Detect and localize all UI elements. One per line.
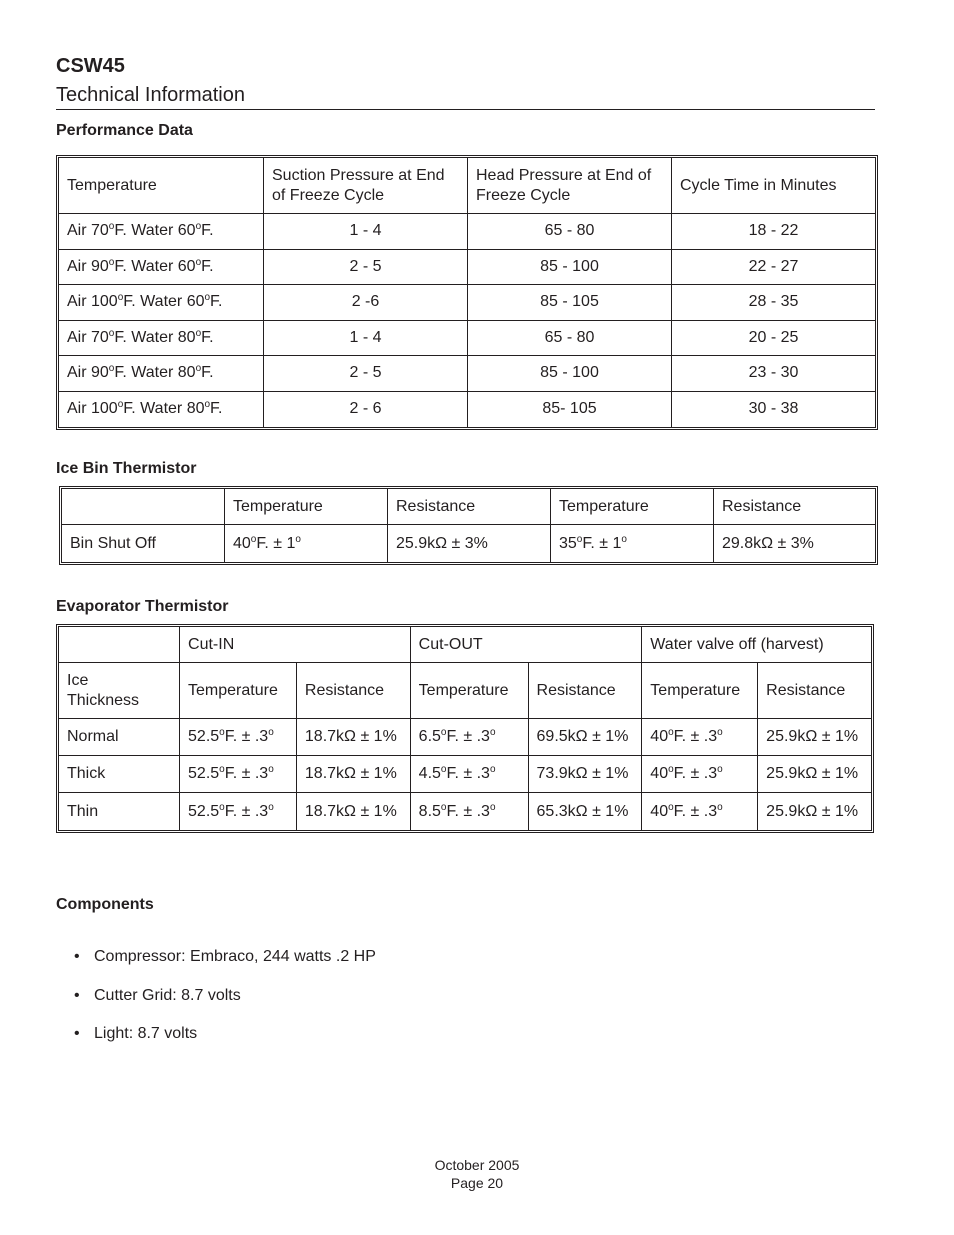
bin-temp: $35^oF$. ± 1$^o$ [551, 525, 714, 562]
bin-thermistor-table [59, 486, 878, 565]
list-item: • Cutter Grid: 8.7 volts [56, 979, 376, 1018]
perf-header-temperature: Temperature [59, 158, 264, 214]
table-row [62, 525, 875, 562]
evap-group-cut-out: Cut-OUT [411, 627, 643, 663]
evap-resistance: 69.5kΩ ± 1% [529, 719, 643, 756]
evap-temp: $52.5^oF$. ± .3$^o$ [180, 756, 297, 793]
bin-label: Bin Shut Off [62, 525, 225, 562]
table-row [59, 356, 875, 392]
bin-header-temperature: Temperature [225, 489, 388, 525]
model-title: CSW45 [56, 55, 125, 77]
bullet-icon: • [74, 986, 80, 1004]
evap-temp: $40^oF$. ± .3$^o$ [642, 793, 758, 830]
perf-suction: 2 - 5 [264, 356, 468, 392]
perf-condition: Air 90$^o$F. Water 80$^o$F. [59, 356, 264, 392]
footer-date: October 2005 [434, 1157, 520, 1173]
evap-subheader-resistance: Resistance [758, 663, 871, 719]
evap-temp: $4.5^oF$. ± .3$^o$ [411, 756, 529, 793]
evap-temp: $40^oF$. ± .3$^o$ [642, 719, 758, 756]
table-row [59, 392, 875, 428]
performance-heading: Performance Data [56, 122, 193, 139]
list-item: • Light: 8.7 volts [56, 1017, 376, 1056]
perf-condition: Air 90$^o$F. Water 60$^o$F. [59, 250, 264, 286]
evap-temp: $52.5^oF$. ± .3$^o$ [180, 793, 297, 830]
perf-cycle: 30 - 38 [748, 400, 799, 418]
evap-header-blank [59, 627, 180, 663]
evap-subheader-temperature: Temperature [180, 663, 297, 719]
perf-cycle: 18 - 22 [672, 214, 875, 250]
components-heading: Components [56, 896, 154, 913]
perf-head: 85 - 100 [468, 250, 672, 286]
bin-header-resistance: Resistance [714, 489, 875, 525]
perf-condition: Air 70$^o$F. Water 80$^o$F. [59, 321, 264, 357]
perf-suction: 2 - 5 [264, 250, 468, 286]
perf-head: 65 - 80 [468, 321, 672, 357]
bin-temp: $40^oF$. ± 1$^o$ [225, 525, 388, 562]
evap-resistance: 65.3kΩ ± 1% [529, 793, 643, 830]
bin-header-blank [62, 489, 225, 525]
perf-suction: 1 - 4 [264, 321, 468, 357]
evap-subheader-temperature: Temperature [642, 663, 758, 719]
perf-condition: Air 100$^o$F. Water 60$^o$F. [59, 285, 264, 321]
perf-cycle: 28 - 35 [672, 285, 875, 321]
bullet-icon: • [74, 1025, 80, 1042]
performance-table [56, 155, 878, 430]
evap-temp: $8.5^oF$. ± .3$^o$ [411, 793, 529, 830]
table-row [59, 250, 875, 286]
perf-header-suction: Suction Pressure at End of Freeze Cycle [264, 158, 468, 214]
perf-suction: 2 - 6 [264, 392, 468, 428]
evap-header-ice-thickness: Ice Thickness [59, 663, 180, 719]
perf-header-cycle: Cycle Time in Minutes [672, 158, 875, 214]
evap-temp: $40^oF$. ± .3$^o$ [642, 756, 758, 793]
bin-header-resistance: Resistance [388, 489, 551, 525]
list-item: • Compressor: Embraco, 244 watts .2 HP [56, 940, 376, 979]
bin-header-temperature: Temperature [551, 489, 714, 525]
perf-head: 85- 105 [468, 392, 672, 428]
evap-thickness-label: Thick [59, 756, 180, 793]
evap-thickness-label: Thin [59, 793, 180, 830]
perf-suction: 2 -6 [264, 285, 468, 321]
bin-resistance: 29.8kΩ ± 3% [722, 534, 814, 552]
perf-header-head: Head Pressure at End of Freeze Cycle [468, 158, 672, 214]
evap-resistance: 18.7kΩ ± 1% [297, 719, 411, 756]
evap-heading: Evaporator Thermistor [56, 598, 229, 615]
evap-subheader-resistance: Resistance [529, 663, 643, 719]
bullet-icon: • [74, 948, 80, 965]
perf-condition: Air 100$^o$F. Water 80$^o$F. [59, 392, 264, 428]
components-list [56, 940, 376, 1056]
table-row [59, 214, 875, 250]
perf-head: 85 - 100 [468, 356, 672, 392]
perf-head: 85 - 105 [468, 285, 672, 321]
evap-resistance: 25.9kΩ ± 1% [766, 802, 859, 820]
evap-resistance: 25.9kΩ ± 1% [758, 719, 871, 756]
evap-group-cut-in: Cut-IN [180, 627, 411, 663]
section-title: Technical Information [56, 84, 245, 106]
perf-cycle: 23 - 30 [672, 356, 875, 392]
evap-temp: $6.5^oF$. ± .3$^o$ [411, 719, 529, 756]
bin-heading: Ice Bin Thermistor [56, 460, 197, 477]
bin-resistance: 25.9kΩ ± 3% [388, 525, 551, 562]
evap-thickness-label: Normal [59, 719, 180, 756]
evaporator-thermistor-table [56, 624, 874, 833]
perf-condition: Air 70$^o$F. Water 60$^o$F. [59, 214, 264, 250]
title-rule [56, 109, 875, 110]
table-row [59, 793, 871, 830]
evap-resistance: 18.7kΩ ± 1% [297, 793, 411, 830]
evap-resistance: 18.7kΩ ± 1% [297, 756, 411, 793]
perf-cycle: 20 - 25 [672, 321, 875, 357]
footer-page-number: Page 20 [450, 1175, 504, 1191]
evap-resistance: 25.9kΩ ± 1% [758, 756, 871, 793]
table-row [59, 321, 875, 357]
perf-cycle: 22 - 27 [672, 250, 875, 286]
evap-subheader-temperature: Temperature [411, 663, 529, 719]
perf-head: 65 - 80 [468, 214, 672, 250]
table-row [59, 756, 871, 793]
evap-temp: $52.5^oF$. ± .3$^o$ [180, 719, 297, 756]
evap-group-water-valve: Water valve off (harvest) [642, 627, 871, 663]
evap-resistance: 73.9kΩ ± 1% [529, 756, 643, 793]
perf-suction: 1 - 4 [264, 214, 468, 250]
evap-subheader-resistance: Resistance [297, 663, 411, 719]
table-row [59, 285, 875, 321]
table-row [59, 719, 871, 756]
